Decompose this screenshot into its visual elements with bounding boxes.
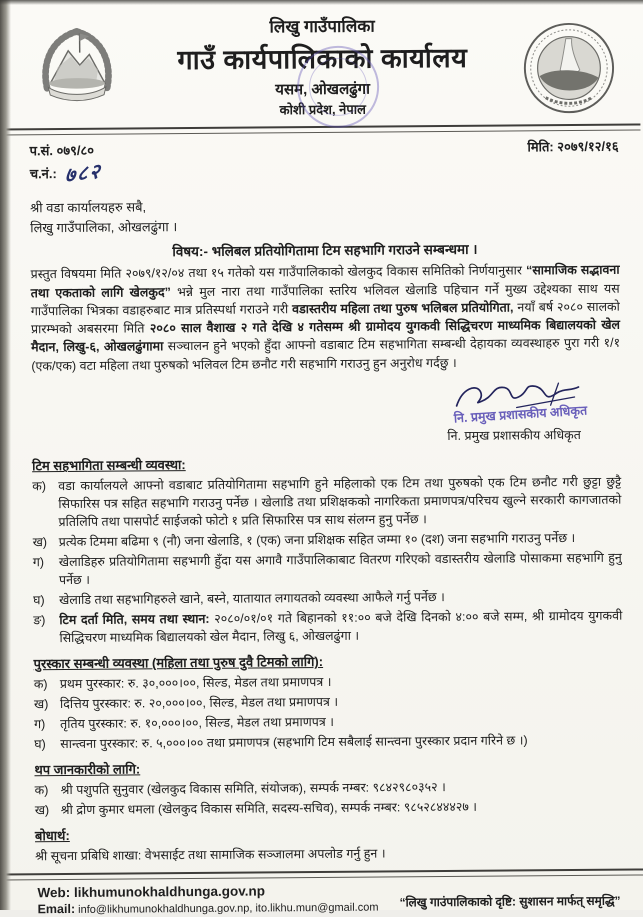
designation-stamp: नि. प्रमुख प्रशासकीय अधिकृत (453, 402, 587, 427)
scan-left-edge (0, 0, 11, 910)
recipient-line: लिखु गाउँपालिका, ओखलढुंगा । (30, 214, 619, 239)
chalani-number-handwritten: ७८२ (64, 156, 102, 188)
item-body: खेलाडि तथा सहभागिहरुले खाने, बस्ने, यातायात लगायतको व्यवस्था आफैले गर्नु पर्नेछ । (59, 590, 445, 607)
item-text: दित्तिय पुरस्कार: रु. २०,०००।००, सिल्ड, मेडल तथा प्रमाणपत्र । (60, 691, 623, 713)
item-body: प्रत्येक टिममा बढिमा ९ (नौ) जना खेलाडि, १ (एक) जना प्रशिक्षक सहित जम्मा १० (दश) जना सहभागि गराउनु पर्नेछ । (59, 531, 576, 549)
body-text: प्रस्तुत विषयमा मिति २०७९/१२/०४ तथा १५ गतेको यस गाउँपालिकाको खेलकुद विकास समितिको निर्णयानुसार (31, 264, 527, 282)
body-text-bold: वडास्तरीय महिला तथा पुरुष भलिबल प्रतियोगिता, (292, 300, 513, 316)
footer-web-line (37, 883, 378, 901)
nepal-emblem-logo (29, 20, 126, 121)
item-label: क) (34, 675, 60, 693)
item-text: प्रथम पुरस्कार: रु. ३०,०००।००, सिल्ड, मेडल तथा प्रमाणपत्र । (60, 671, 623, 693)
item-label: घ) (34, 735, 60, 753)
letterhead-text (124, 6, 520, 119)
item-text: सान्त्वना पुरस्कार: रु. ५,०००।०० तथा प्रमाणपत्र (सहभागि टिम सबैलाई सान्त्वना पुरस्कार प्रदान गरिने छ ।) (60, 731, 623, 753)
list-item (34, 731, 623, 754)
body-text: नयाँ बर्ष २०८० सालको प्रारम्भको अबसरमा मिति (31, 299, 620, 336)
item-label: ख) (33, 533, 59, 551)
list-item (34, 711, 623, 734)
item-body: खेलाडिहरु प्रतियोगितामा सहभागी हुँदा यस अगावै गाउँपालिकाबाट वितरण गरिएको वडास्तरीय खेलाडि पोसाकमा सहभागि हुनु पर्नेछ । (59, 551, 622, 587)
item-text (59, 529, 622, 551)
signature-block (364, 383, 614, 447)
designation-typed: नि. प्रमुख प्रशासकीय अधिकृत (447, 426, 581, 444)
item-body: २०८०/०१/०१ गते बिहानको ११:०० बजे देखि दिनको ४:०० बजे सम्म, श्री ग्रामोदय युगकवी सिद्धिचरण माध्यमिक बिद्यालयको खेल मैदान, लिखु ६, ओखलढुंगा । (59, 609, 622, 645)
item-text: श्री द्रोण कुमार धमला (खेलकुद विकास समिति, सदस्य-सचिव), सम्पर्क नम्बर: ९८५२८४४४२७ । (61, 797, 624, 819)
item-label: ख) (34, 695, 60, 713)
section-heading-prizes: पुरस्कार सम्बन्धी व्यवस्था (महिला तथा पुरुष दुवै टिमको लागि): (34, 650, 623, 673)
item-label: क) (32, 477, 58, 531)
list-item (34, 691, 623, 714)
item-label: ग) (33, 553, 59, 589)
chalani-row (30, 155, 619, 187)
list-item (33, 549, 622, 590)
item-label: ग) (34, 715, 60, 733)
item-text (59, 587, 622, 609)
body-text: भन्ने मुल नारा तथा गाउँपालिका स्तरिय भलिवल खेलाडि पहिचान गर्ने मुख्य उद्देश्यका साथ यस गाउँपालिका भित्रका वडाहरुबाट मात्र प्रतिस्पर्धा गराउने गरी (31, 281, 620, 318)
body-text-bold: “सामाजिक सद्भावना तथा एकताको लागि खेलकुद” (31, 263, 620, 300)
body-text-bold: २०८० साल वैशाख २ गते देखि ४ गतेसम्म श्री ग्रामोदय युगकवी सिद्धिचरण माध्यमिक बिद्यालयको खेल मैदान, लिखु-६, ओखलढुंगामा (31, 318, 620, 355)
list-item (35, 797, 624, 820)
office-name: गाउँ कार्यपालिकाको कार्यालय (125, 37, 520, 77)
municipality-seal-logo (520, 18, 619, 119)
ref-number: प.सं. ०७९/८० (30, 141, 95, 160)
footer-email-line (38, 900, 379, 917)
email-label: Email: (38, 902, 76, 916)
item-text (58, 473, 621, 531)
item-text (59, 549, 622, 589)
item-text (59, 607, 622, 647)
item-label: घ) (33, 591, 59, 609)
list-item (33, 529, 622, 552)
list-item (32, 473, 621, 532)
list-item (34, 671, 623, 694)
footer-contact (37, 883, 378, 917)
item-text: तृतिय पुरस्कार: रु. १०,०००।००, सिल्ड, मेडल तथा प्रमाणपत्र । (60, 711, 623, 733)
section-heading-team: टिम सहभागिता सम्बन्धी व्यवस्था: (32, 452, 621, 475)
item-bold: टिम दर्ता मिति, समय तथा स्थान: (59, 612, 209, 627)
section-heading-cc: बोधार्थ: (35, 822, 624, 845)
item-label: ख) (35, 801, 61, 819)
list-item (33, 607, 622, 648)
body-text: सञ्चालन हुने भएको हुँदा आफ्नो वडाबाट टिम सहभागिता सम्बन्धी देहायका व्यवस्थाहरु पुरा गरी १/१ (एक/एक) वटा महिला तथा पुरुषको भलिवल टिम छनौट गरी सहभागि गराउनु हुन अनुरोध गर्दछु । (31, 336, 620, 373)
item-label: ङ) (33, 611, 59, 647)
motto: “लिखु गाउंपालिकाको दृष्टि: सुशासन मार्फत् समृद्धि” (399, 892, 620, 914)
subject-line: विषय:- भलिबल प्रतियोगितामा टिम सहभागि गराउने सम्बन्धमा । (30, 239, 619, 262)
recipient-line: श्री वडा कार्यालयहरु सबै, (30, 194, 619, 219)
recipient-block (30, 194, 619, 239)
web-label: Web: (37, 885, 70, 900)
list-item (33, 587, 622, 610)
office-location: यसम, ओखलढुंगा (125, 77, 520, 100)
website-url: likhumunokhaldhunga.gov.np (74, 884, 265, 900)
email-addresses: info@likhumunokhaldhunga.gov.np, ito.likhu.mun@gmail.com (78, 902, 378, 916)
letterhead (28, 6, 618, 123)
body-paragraph (31, 261, 621, 375)
footer (35, 876, 624, 917)
list-item (35, 777, 624, 800)
scan-top-edge (0, 0, 643, 5)
chalani-label: च.नं.: (30, 164, 57, 182)
letter-date: मिति: २०७९/१२/१६ (527, 137, 618, 156)
municipality-name: लिखु गाउँपालिका (125, 12, 520, 38)
province-line: कोशी प्रदेश, नेपाल (125, 98, 520, 119)
item-body: वडा कार्यालयले आफ्नो वडाबाट प्रतियोगितामा सहभागि हुने महिलाको एक टिम तथा पुरुषको एक टिम छनौट गरी छुट्टा छुट्टै सिफारिस पत्र सहित सहभागि गराउनु पर्नेछ । खेलाडि तथा प्रशिक्षकको नागरिकता प्रमाणपत्र/परिचय खुल्ने सरकारी कागजातको प्रतिलिपि तथा पासपोर्ट साईजको फोटो १ प्रति सिफारिस पत्र साथ संलग्न हुनु पर्नेछ । (58, 475, 621, 529)
section-heading-contacts: थप जानकारीको लागि: (34, 756, 623, 779)
item-text: श्री पशुपति सुनुवार (खेलकुद विकास समिति, संयोजक), सम्पर्क नम्बर: ९८४२९८०३५२ । (61, 777, 624, 799)
header-divider (0, 123, 640, 135)
item-label: क) (35, 781, 61, 799)
cc-note: श्री सूचना प्रबिधि शाखा: वेभसाईट तथा सामाजिक सञ्जालमा अपलोड गर्नु हुन । (35, 843, 624, 866)
